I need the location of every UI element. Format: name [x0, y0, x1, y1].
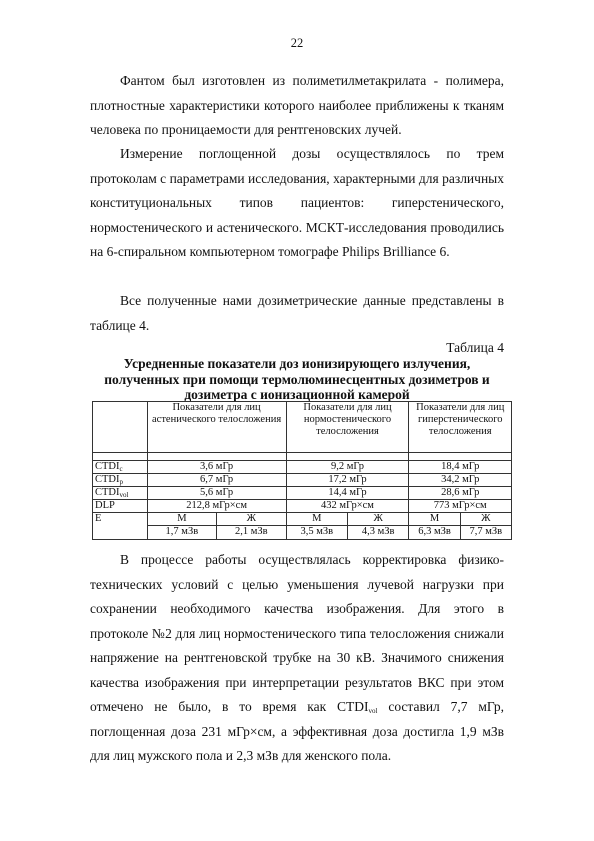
table-row-ctdi-p [93, 474, 512, 487]
table-cell: 5,6 мГр [147, 487, 286, 500]
row-label-e: E [93, 513, 148, 540]
paragraph-dose-reduction: В процессе работы осуществлялась корректировка физико-технических условий с целью уменьшения лучевой нагрузки при сохранении необходимого качества изображения. Для этого в протоколе №2 для лиц нормостенического типа телосложения снижали напряжение на рентгеновской трубке на 30 кВ. Значимого снижения качества изображения при интерпретации результатов ВКС при этом отмечено не было, в то время как $CTDI_{vol}$ составил 7,7 мГр, поглощенная доза 231 мГр×см, а эффективная доза достигла 1,9 мЗв для лиц мужского пола и 2,3 мЗв для женского пола. [90, 552, 504, 763]
table-cell: 34,2 мГр [409, 474, 512, 487]
header-corner-cell [93, 402, 148, 453]
table-cell: 9,2 мГр [286, 461, 409, 474]
paragraph-table-reference: Все полученные нами дозиметрические данные представлены в таблице 4. [90, 293, 504, 333]
header-asthenic: Показатели для лиц астенического телосложения [147, 402, 286, 453]
table-cell: 3,6 мГр [147, 461, 286, 474]
table-cell: 14,4 мГр [286, 487, 409, 500]
table-cell: 28,6 мГр [409, 487, 512, 500]
table-row-dlp [93, 500, 512, 513]
table-cell: 212,8 мГр×см [147, 500, 286, 513]
table-cell: 432 мГр×см [286, 500, 409, 513]
sex-label-male: М [147, 513, 216, 526]
row-label-dlp: DLP [93, 500, 148, 513]
paragraph-dose-measurement: Измерение поглощенной дозы осуществлялось по трем протоколам с параметрами исследования, характерными для различных конституциональных типов пациентов: гиперстенического, нормостенического и астенического. МСКТ-исследования проводились на 6-спиральном компьютерном томографе Philips Brilliance 6. [90, 146, 504, 259]
table-cell: 6,7 мГр [147, 474, 286, 487]
sex-label-male: М [286, 513, 347, 526]
table-row-effective-dose [93, 526, 512, 540]
table-cell: 773 мГр×см [409, 500, 512, 513]
sex-label-female: Ж [347, 513, 408, 526]
table-cell: 17,2 мГр [286, 474, 409, 487]
table-cell: 2,1 мЗв [217, 526, 286, 540]
row-label-ctdi-c: $CTDI_c$ [93, 461, 148, 474]
sex-label-male: М [409, 513, 460, 526]
header-hypersthenic: Показатели для лиц гиперстенического телосложения [409, 402, 512, 453]
table-spacer-row [93, 453, 512, 461]
table-cell: 4,3 мЗв [347, 526, 408, 540]
page-number: 22 [290, 36, 304, 50]
row-label-ctdi-vol: $CTDI_{vol}$ [93, 487, 148, 500]
paragraph-phantom: Фантом был изготовлен из полиметилметакрилата - полимера, плотностные характеристики которого наиболее приближены к тканям человека по проницаемости для рентгеновских лучей. [90, 73, 504, 137]
table-header-row [93, 402, 512, 453]
table-title: Усредненные показатели доз ионизирующего излучения, полученных при помощи термолюминесцентных дозиметров и дозиметра с ионизационной камерой [104, 356, 490, 402]
table-row-sex [93, 513, 512, 526]
table-cell: 1,7 мЗв [147, 526, 216, 540]
table-row-ctdi-c [93, 461, 512, 474]
row-label-ctdi-p: $CTDI_p$ [93, 474, 148, 487]
table-label: Таблица 4 [446, 340, 504, 355]
table-cell: 6,3 мЗв [409, 526, 460, 540]
table-cell: 18,4 мГр [409, 461, 512, 474]
table-cell: 3,5 мЗв [286, 526, 347, 540]
table-row-ctdi-vol [93, 487, 512, 500]
header-normosthenic: Показатели для лиц нормостенического телосложения [286, 402, 409, 453]
sex-label-female: Ж [217, 513, 286, 526]
dose-table [92, 401, 512, 540]
sex-label-female: Ж [460, 513, 511, 526]
table-cell: 7,7 мЗв [460, 526, 511, 540]
